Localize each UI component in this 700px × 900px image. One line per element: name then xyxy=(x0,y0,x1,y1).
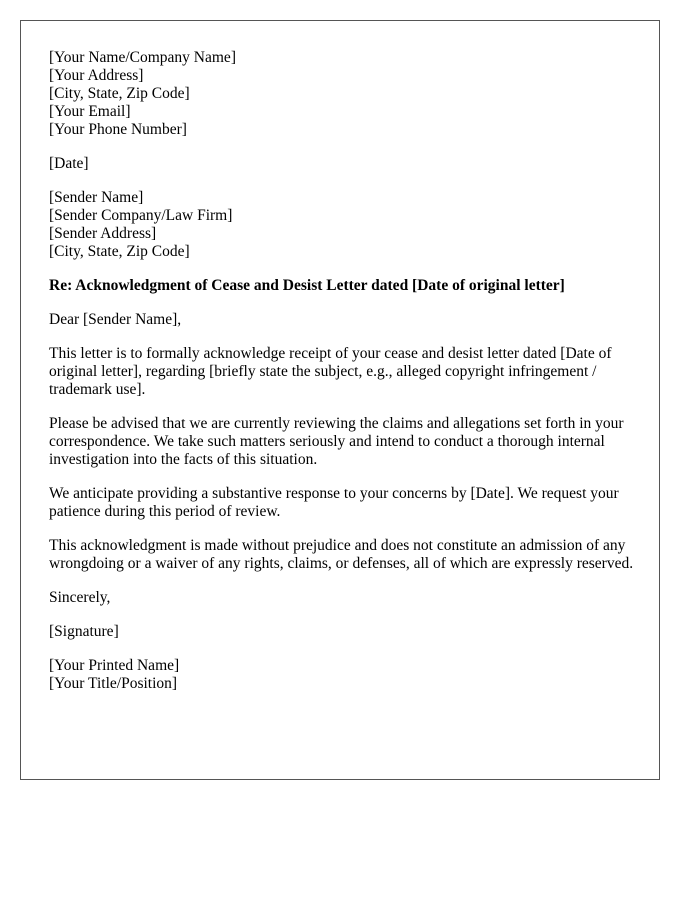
sender-email: [Your Email] xyxy=(49,103,131,120)
body-paragraph-4: This acknowledgment is made without prejudice and does not constitute an admission of any wrongdoing or a waiver of any rights, claims, or defenses, all of which are expressly reserved. xyxy=(49,537,634,572)
body-paragraph-1: This letter is to formally acknowledge receipt of your cease and desist letter dated [Date of original letter], regarding [briefly state the subject, e.g., alleged copyright infringement / trademark use]. xyxy=(49,345,612,398)
recipient-city-state-zip: [City, State, Zip Code] xyxy=(49,243,190,260)
sender-address: [Your Address] xyxy=(49,67,144,84)
title-position: [Your Title/Position] xyxy=(49,675,178,692)
body-paragraph-2: Please be advised that we are currently reviewing the claims and allegations set forth in your correspondence. We take such matters seriously and intend to conduct a thorough internal investigation into the facts of this situation. xyxy=(49,415,624,468)
letter-page xyxy=(20,20,660,780)
printed-name: [Your Printed Name] xyxy=(49,657,180,674)
letter-date: [Date] xyxy=(49,155,89,172)
sender-city-state-zip: [City, State, Zip Code] xyxy=(49,85,190,102)
letter-body xyxy=(49,49,639,693)
recipient-company: [Sender Company/Law Firm] xyxy=(49,207,233,224)
salutation: Dear [Sender Name], xyxy=(49,311,182,328)
recipient-name: [Sender Name] xyxy=(49,189,144,206)
subject-line: Re: Acknowledgment of Cease and Desist Letter dated [Date of original letter] xyxy=(49,277,565,294)
sender-phone: [Your Phone Number] xyxy=(49,121,187,138)
signature: [Signature] xyxy=(49,623,119,640)
sender-name: [Your Name/Company Name] xyxy=(49,49,236,66)
recipient-address-block xyxy=(49,189,639,261)
body-paragraph-3: We anticipate providing a substantive response to your concerns by [Date]. We request your patience during this period of review. xyxy=(49,485,619,520)
sender-address-block xyxy=(49,49,639,139)
recipient-address: [Sender Address] xyxy=(49,225,157,242)
closing: Sincerely, xyxy=(49,589,111,606)
signoff-block xyxy=(49,657,639,693)
